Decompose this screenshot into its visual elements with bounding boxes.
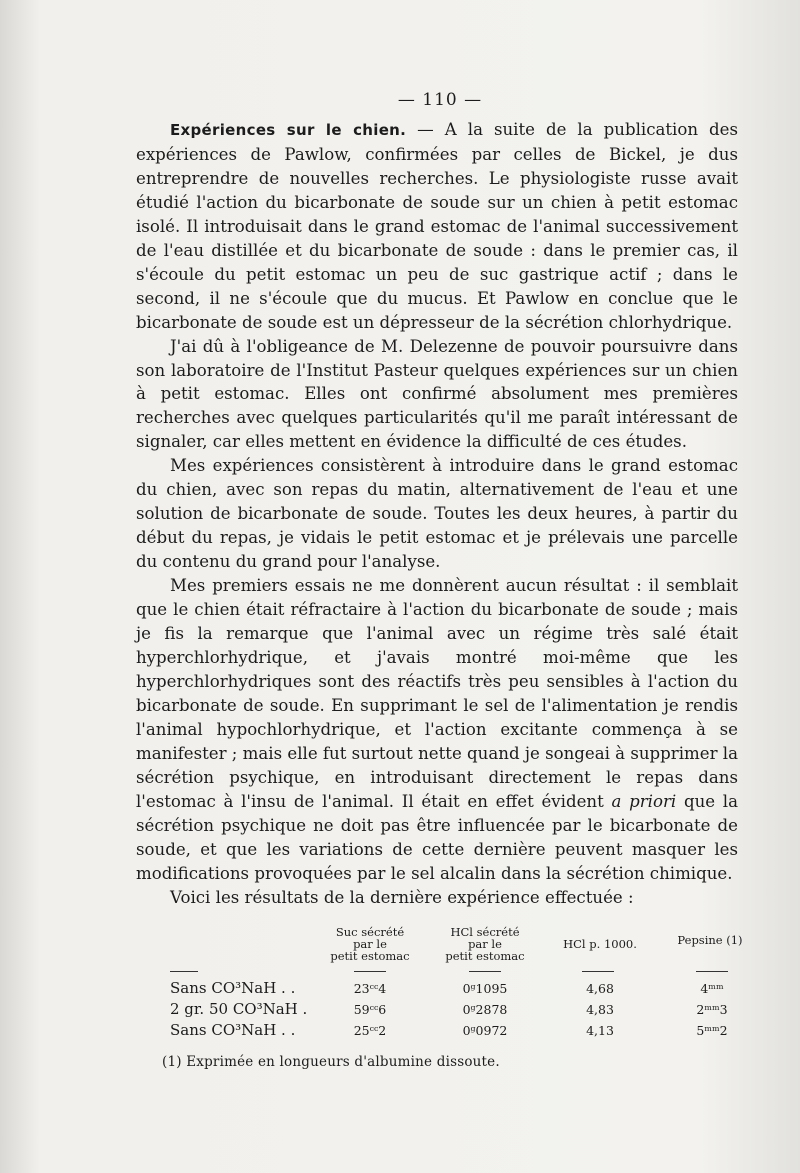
- cell-suc: 25ᶜᶜ2: [353, 1023, 387, 1038]
- header-suc: [320, 926, 420, 962]
- cell-hcl-1000: 4,13: [586, 1023, 614, 1038]
- header-suc-line-1: Suc sécrété: [335, 925, 405, 939]
- cell-hcl: 0ᵍ0972: [462, 1023, 508, 1038]
- cell-pepsine: 2ᵐᵐ3: [696, 1002, 728, 1017]
- page-number: — 110 —: [397, 90, 483, 110]
- header-rule: [170, 968, 770, 978]
- rule-hcl-1000: [582, 971, 614, 972]
- paragraph-1: [136, 118, 738, 335]
- cell-hcl: 0ᵍ2878: [462, 1002, 508, 1017]
- cell-hcl: 0ᵍ1095: [462, 981, 508, 996]
- paragraph-4-text-a: Mes premiers essais ne me donnèrent aucun résultat : il semblait que le chien était réfractaire à l'action du bicarbonate de soude ; mais je fis la remarque que l'animal avec un régime très salé était hyperchlorhydrique, et j'avais montré moi-même que les hyperchlorhydriques sont des réactifs très peu sensibles à l'action du bicarbonate de soude. En supprimant le sel de l'alimentation je rendis l'animal hypochlorhydrique, et l'action excitante commença à se manifester ; mais elle fut surtout nette quand je songeai à supprimer la sécrétion psychique, en introduisant directement le repas dans l'estomac à l'insu de l'animal. Il était en effet évident: [136, 576, 739, 811]
- header-hcl-line-2: par le: [468, 937, 502, 951]
- cell-pepsine: 5ᵐᵐ2: [696, 1023, 728, 1038]
- paragraph-5: Voici les résultats de la dernière expérience effectuée :: [170, 887, 634, 907]
- cell-hcl-1000: 4,83: [586, 1002, 614, 1017]
- paragraph-3: Mes expériences consistèrent à introduire dans le grand estomac du chien, avec son repas du matin, alternativement de l'eau et une solution de bicarbonate de soude. Toutes les deux heures, à partir du début du repas, je vidais le petit estomac et je prélevais une parcelle du contenu du grand pour l'analyse.: [136, 456, 738, 572]
- paragraph-4-emphasis: a priori: [611, 791, 677, 811]
- section-heading: Expériences sur le chien.: [170, 121, 407, 139]
- paragraph-4: [136, 574, 738, 885]
- table-row: [170, 1020, 770, 1041]
- footnote: (1) Exprimée en longueurs d'albumine dissoute.: [162, 1054, 500, 1070]
- paragraph-4-text-b: que la sécrétion psychique ne doit pas être influencée par le bicarbonate de soude, et que les variations de cette dernière peuvent masquer les modifications provoquées par le sel alcalin dans la sécrétion chimique.: [136, 791, 738, 883]
- table-row: [170, 999, 770, 1020]
- paragraph-2: J'ai dû à l'obligeance de M. Delezenne de pouvoir poursuivre dans son laboratoire de l'Institut Pasteur quelques expériences sur un chien à petit estomac. Elles ont confirmé absolument mes premières recherches avec quelques particularités qu'il me paraît intéressant de signaler, car elles mettent en évidence la difficulté de ces études.: [136, 336, 738, 452]
- header-suc-line-3: petit estomac: [330, 949, 410, 963]
- cell-suc: 23ᶜᶜ4: [353, 981, 387, 996]
- header-pepsine: [670, 934, 750, 946]
- row-label: Sans CO³NaH . .: [170, 1021, 296, 1039]
- cell-suc: 59ᶜᶜ6: [353, 1002, 387, 1017]
- row-label: Sans CO³NaH . .: [170, 979, 296, 997]
- table-header: [170, 926, 770, 968]
- body-text: [136, 118, 738, 909]
- row-label: 2 gr. 50 CO³NaH .: [170, 1000, 308, 1018]
- header-hcl-1000: [555, 938, 645, 950]
- rule-label: [170, 971, 198, 972]
- results-table: [170, 926, 770, 1041]
- cell-hcl-1000: 4,68: [586, 981, 614, 996]
- cell-pepsine: 4ᵐᵐ: [700, 981, 724, 996]
- header-hcl-1000-line-1: HCl p. 1000.: [563, 937, 637, 951]
- header-pepsine-line-1: Pepsine (1): [677, 933, 743, 947]
- table-row: [170, 978, 770, 999]
- paragraph-1-text: — A la suite de la publication des expériences de Pawlow, confirmées par celles de Bickel, je dus entreprendre de nouvelles recherches. Le physiologiste russe avait étudié l'action du bicarbonate de soude sur un chien à petit estomac isolé. Il introduisait dans le grand estomac de l'animal successivement de l'eau distillée et du bicarbonate de soude : dans le premier cas, il s'écoule du petit estomac un peu de suc gastrique actif ; dans le second, il ne s'écoule que du mucus. Et Pawlow en conclue que le bicarbonate de soude est un dépresseur de la sécrétion chlorhydrique.: [136, 120, 738, 332]
- rule-pepsine: [696, 971, 728, 972]
- header-hcl-line-3: petit estomac: [445, 949, 525, 963]
- header-hcl-line-1: HCl sécrété: [450, 925, 520, 939]
- header-suc-line-2: par le: [353, 937, 387, 951]
- rule-suc: [354, 971, 386, 972]
- rule-hcl: [469, 971, 501, 972]
- header-hcl: [435, 926, 535, 962]
